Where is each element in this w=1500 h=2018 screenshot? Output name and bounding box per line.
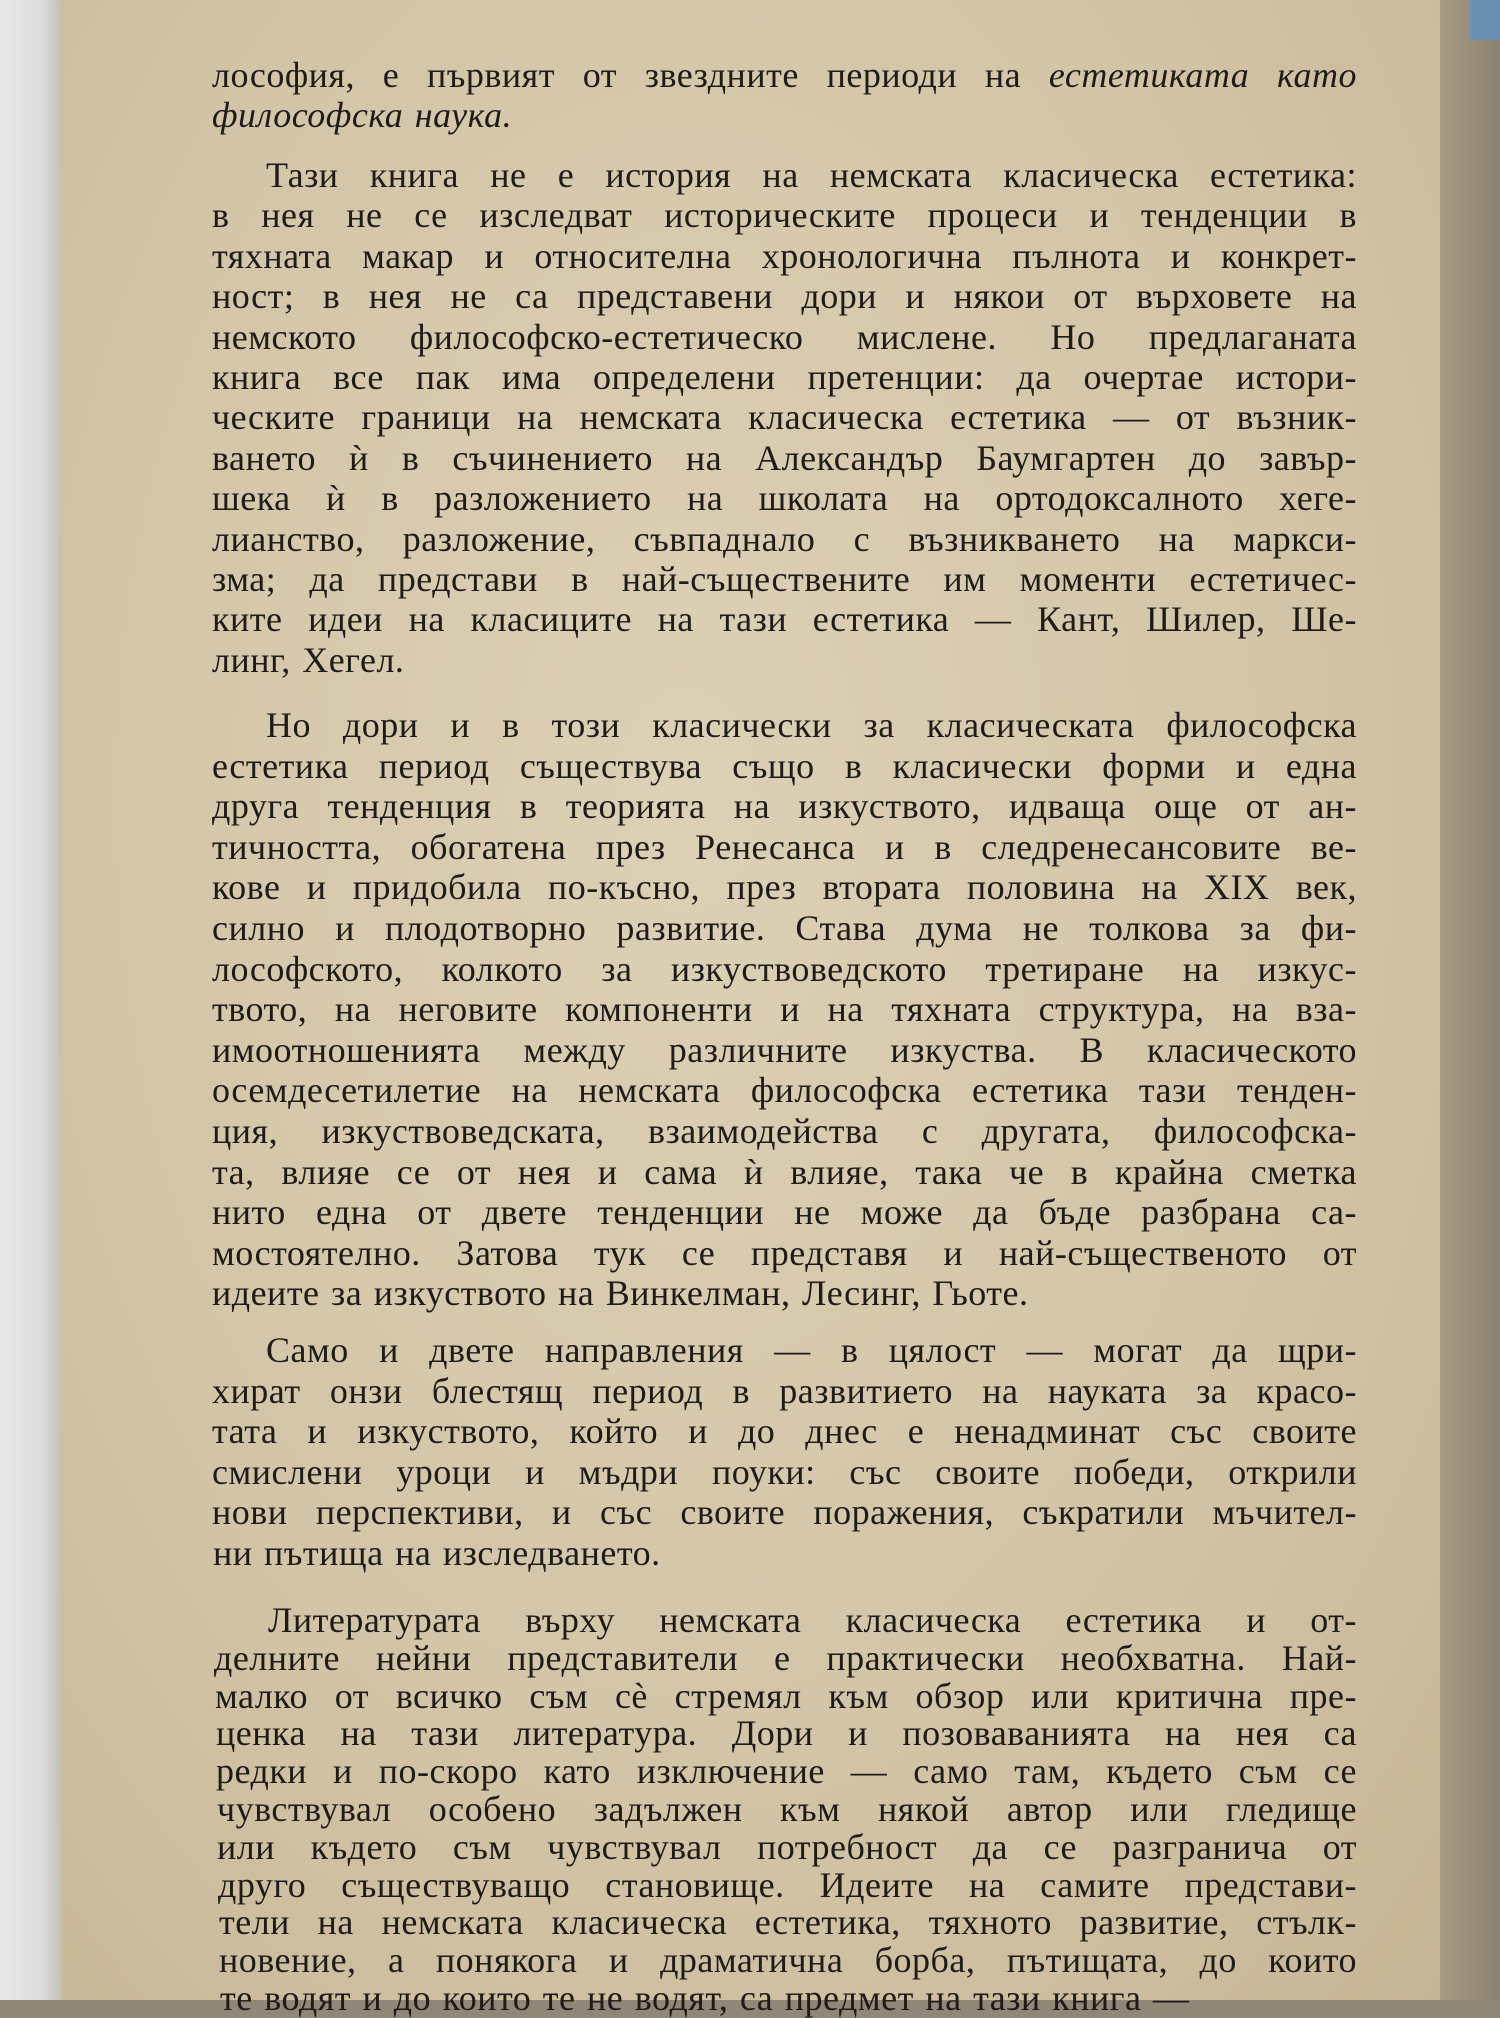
text-line: ност; в нея не са представени дори и някои от върховете на <box>212 276 1357 317</box>
page-edge <box>1440 0 1500 2000</box>
text-line: Тази книга не е история на немската класическа естетика: <box>266 155 1357 195</box>
text-line: друго съществуващо становище. Идеите на самите представи- <box>218 1864 1357 1905</box>
text-line: осемдесетилетие на немската философска естетика тази тенден- <box>212 1070 1357 1111</box>
adjacent-surface <box>0 0 70 2000</box>
text-line: нито една от двете тенденции не може да бъде разбрана са- <box>212 1192 1357 1233</box>
text-line: друга тенденция в теорията на изкуството, идваща още от ан- <box>212 786 1357 827</box>
text-line: нови перспективи, и със своите поражения, съкратили мъчител- <box>212 1492 1357 1532</box>
text-line: те водят и до които те не водят, са предмет на тази книга — <box>220 1978 1190 2018</box>
text-line: хират онзи блестящ период в развитието на науката за красо- <box>212 1370 1357 1411</box>
text-line: или където съм чувствувал потребност да се разгранича от <box>217 1826 1357 1867</box>
text-line: новение, а понякога и драматична борба, пътищата, до които <box>219 1940 1357 1981</box>
text-line: немското философско-естетическо мислене. Но предлаганата <box>212 316 1357 357</box>
text-line: малко от всичко съм сѐ стремял към обзор или критична пре- <box>215 1675 1357 1716</box>
text-line: мостоятелно. Затова тук се представя и най-същественото от <box>212 1232 1357 1273</box>
text-line: ценка на тази литература. Дори и позоваванията на нея са <box>216 1713 1357 1754</box>
background-object <box>1470 0 1500 40</box>
text-line: линг, Хегел. <box>212 639 405 680</box>
text-line: тичността, обогатена през Ренесанса и в следренесансовите ве- <box>212 826 1357 867</box>
text-line: ките идеи на класиците на тази естетика — Кант, Шилер, Ше- <box>212 599 1357 640</box>
text-line: тата и изкуството, който и до днес е ненадминат със своите <box>212 1411 1357 1451</box>
text-line: тяхната макар и относителна хронологична пълнота и конкрет- <box>212 235 1357 276</box>
text-line: в нея не се изследват историческите процеси и тенденции в <box>212 195 1357 236</box>
text-line: твото, на неговите компоненти и на тяхната структура, на вза- <box>212 989 1357 1030</box>
text-line: естетика период съществува също в класически форми и една <box>212 745 1357 786</box>
text-line: шека ѝ в разложението на школата на ортодоксалното хеге- <box>212 478 1357 519</box>
text-line: ческите граници на немската класическа естетика — от възник- <box>212 397 1357 438</box>
text-segment: лософия, е първият от звездните периоди на <box>212 55 1049 95</box>
text-line: философска наука. <box>212 95 513 135</box>
text-line: тели на немската класическа естетика, тяхното развитие, стълк- <box>219 1902 1357 1943</box>
text-line: ването ѝ в съчинението на Александър Баумгартен до завър- <box>212 437 1357 478</box>
text-line: редки и по-скоро като изключение — само там, където съм се <box>216 1751 1357 1792</box>
text-line: силно и плодотворно развитие. Става дума не толкова за фи- <box>212 908 1357 948</box>
text-line: зма; да представи в най-съществените им моменти естетичес- <box>212 559 1357 599</box>
text-line: лософското, колкото за изкуствоведското третиране на изкус- <box>212 948 1357 989</box>
text-line: ни пътища на изследването. <box>213 1532 661 1573</box>
italic-segment: естетиката като <box>1048 55 1357 95</box>
text-line: ция, изкуствоведската, взаимодейства с другата, философска- <box>212 1111 1357 1151</box>
text-line: идеите за изкуството на Винкелман, Лесинг, Гьоте. <box>212 1273 1029 1314</box>
text-line: имоотношенията между различните изкуства. В класическото <box>212 1029 1357 1070</box>
text-line: делните нейни представители е практически необхватна. Най- <box>214 1637 1357 1678</box>
text-line: книга все пак има определени претенции: да очертае истори- <box>212 357 1357 397</box>
text-line: кове и придобила по-късно, през втората половина на XIX век, <box>212 867 1357 908</box>
text-line: Литературата върху немската класическа естетика и от- <box>268 1600 1357 1640</box>
text-line: чувствувал особено задължен към някой автор или гледище <box>217 1789 1357 1829</box>
text-line <box>212 55 1357 95</box>
text-line: та, влияе се от нея и сама ѝ влияе, така че в крайна сметка <box>212 1151 1357 1192</box>
text-line: Но дори и в този класически за класическата философска <box>266 705 1357 745</box>
text-line: Само и двете направления — в цялост — могат да щри- <box>266 1330 1357 1370</box>
text-line: смислени уроци и мъдри поуки: със своите победи, открили <box>212 1451 1357 1492</box>
text-line: лианство, разложение, съвпаднало с възникването на маркси- <box>212 518 1357 559</box>
